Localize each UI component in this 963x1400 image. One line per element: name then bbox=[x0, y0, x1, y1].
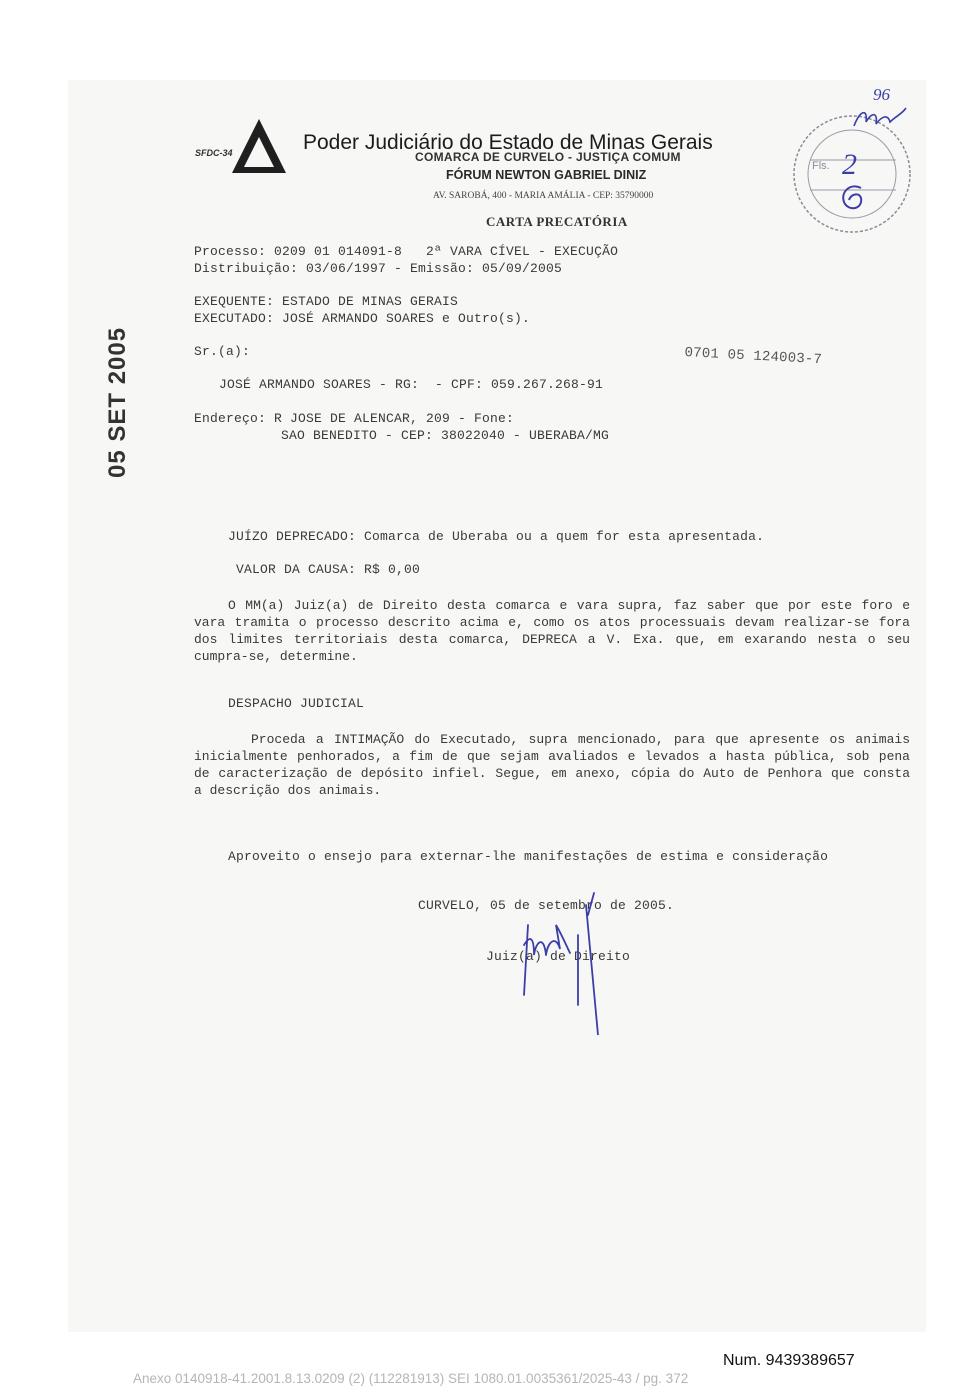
seal-page-label: Fls. bbox=[812, 160, 830, 172]
forum-address: AV. SAROBÁ, 400 - MARIA AMÁLIA - CEP: 35790000 bbox=[433, 191, 654, 201]
court-logo-triangle-icon bbox=[228, 115, 290, 177]
closing-line: Aproveito o ensejo para externar-lhe manifestações de estima e consideração bbox=[228, 849, 829, 864]
case-executado: EXECUTADO: JOSÉ ARMANDO SOARES e Outro(s). bbox=[194, 311, 531, 326]
forum-name: FÓRUM NEWTON GABRIEL DINIZ bbox=[446, 168, 647, 182]
case-processo: Processo: 0209 01 014091-8 2ª VARA CÍVEL - EXECUÇÃO bbox=[194, 244, 619, 259]
despacho-text: Proceda a INTIMAÇÃO do Executado, supra mencionado, para que apresente os animais inicialmente penhorados, a fim de que sejam avaliados e levados a hasta pública, sob pena de caracterização de depósito infiel. Segue, em anexo, cópia do Auto de Penhora que consta a descrição dos animais. bbox=[194, 732, 910, 798]
despacho-title: DESPACHO JUDICIAL bbox=[228, 696, 365, 711]
judge-signature-icon bbox=[490, 885, 620, 1035]
recipient-address-line1: Endereço: R JOSE DE ALENCAR, 209 - Fone: bbox=[194, 411, 515, 426]
folio-signature-icon bbox=[850, 100, 910, 136]
received-date-text: 05 SET 2005 bbox=[104, 326, 131, 478]
despacho-paragraph bbox=[194, 731, 910, 799]
intro-paragraph bbox=[194, 597, 910, 665]
place-date: CURVELO, 05 de setembro de 2005. bbox=[418, 898, 675, 913]
annex-reference: Anexo 0140918-41.2001.8.13.0209 (2) (112281913) SEI 1080.01.0035361/2025-43 / pg. 372 bbox=[133, 1371, 689, 1386]
signature-label: Juiz(a) de Direito bbox=[486, 949, 631, 964]
seal-page-number: 2 bbox=[842, 148, 857, 181]
case-distribuicao: Distribuição: 03/06/1997 - Emissão: 05/09/2005 bbox=[194, 261, 563, 276]
form-code: SFDC-34 bbox=[195, 148, 233, 158]
protocol-number: 0701 05 124003-7 bbox=[684, 345, 823, 369]
recipient-name: JOSÉ ARMANDO SOARES - RG: - CPF: 059.267.268-91 bbox=[219, 377, 604, 392]
folio-number: 96 bbox=[873, 85, 890, 104]
intro-text: O MM(a) Juiz(a) de Direito desta comarca e vara supra, faz saber que por este foro e vara tramita o processo descrito acima e, como os atos processuais devam realizar-se fora dos limites territoriais desta comarca, DEPRECA a V. Exa. que, em exarando nesta o seu cumpra-se, determine. bbox=[194, 598, 910, 664]
document-type: CARTA PRECATÓRIA bbox=[486, 214, 628, 229]
case-exequente: EXEQUENTE: ESTADO DE MINAS GERAIS bbox=[194, 294, 459, 309]
juizo-deprecado: JUÍZO DEPRECADO: Comarca de Uberaba ou a quem for esta apresentada. bbox=[228, 529, 765, 544]
recipient-salutation: Sr.(a): bbox=[194, 344, 251, 359]
court-title: Poder Judiciário do Estado de Minas Gerais bbox=[303, 131, 713, 154]
valor-causa: VALOR DA CAUSA: R$ 0,00 bbox=[236, 562, 421, 577]
recipient-address-line2: SAO BENEDITO - CEP: 38022040 - UBERABA/MG bbox=[281, 428, 610, 443]
document-number: Num. 9439389657 bbox=[723, 1352, 855, 1369]
seal-initials-icon bbox=[835, 180, 869, 214]
comarca-name: COMARCA DE CURVELO - JUSTIÇA COMUM bbox=[415, 150, 681, 164]
received-date-stamp bbox=[98, 326, 138, 480]
